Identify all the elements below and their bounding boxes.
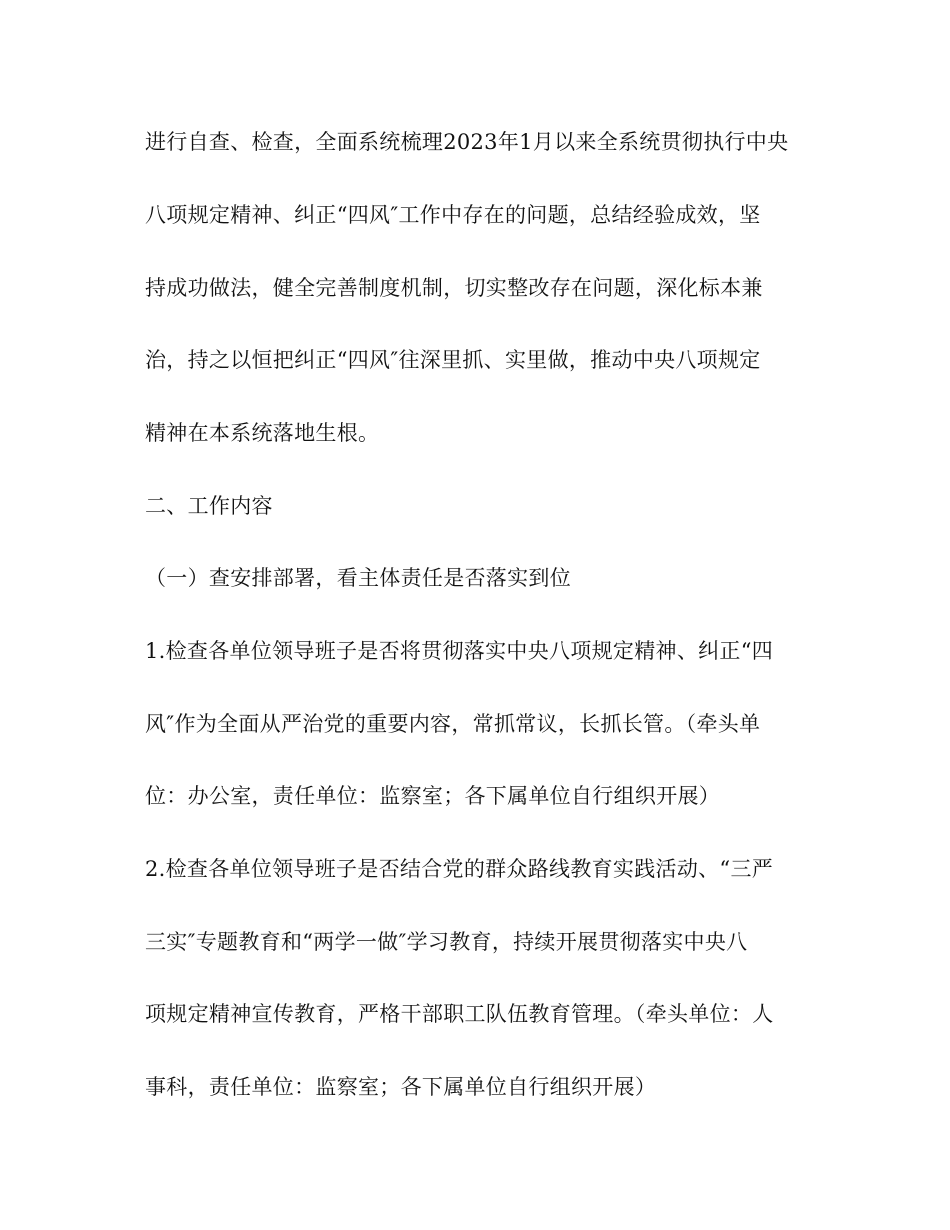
paragraph-line: 进行自查、检查，全面系统梳理2023年1月以来全系统贯彻执行中央 [145,130,789,154]
list-item-1-line: 位：办公室，责任单位：监察室；各下属单位自行组织开展） [145,784,721,808]
subsection-heading: （一）查安排部署，看主体责任是否落实到位 [145,566,571,590]
list-item-1-line: 风″作为全面从严治党的重要内容，常抓常议，长抓长管。（牵头单 [145,712,761,736]
paragraph-line: 八项规定精神、纠正“四风″工作中存在的问题，总结经验成效，坚 [145,203,761,227]
list-item-2-line: 事科，责任单位：监察室；各下属单位自行组织开展） [145,1075,657,1099]
paragraph-line: 持成功做法，健全完善制度机制，切实整改存在问题，深化标本兼 [145,276,763,300]
list-item-2-line: 项规定精神宣传教育，严格干部职工队伍教育管理。（牵头单位：人 [145,1002,774,1026]
list-item-1-line: 1.检查各单位领导班子是否将贯彻落实中央八项规定精神、纠正“四 [145,639,774,663]
paragraph-line: 精神在本系统落地生根。 [145,421,380,445]
section-heading: 二、工作内容 [145,494,273,518]
paragraph-line: 治，持之以恒把纠正“四风″往深里抓、实里做，推动中央八项规定 [145,348,761,372]
list-item-2-line: 2.检查各单位领导班子是否结合党的群众路线教育实践活动、“三严 [145,857,774,881]
list-item-2-line: 三实″专题教育和“两学一做″学习教育，持续开展贯彻落实中央八 [145,930,748,954]
